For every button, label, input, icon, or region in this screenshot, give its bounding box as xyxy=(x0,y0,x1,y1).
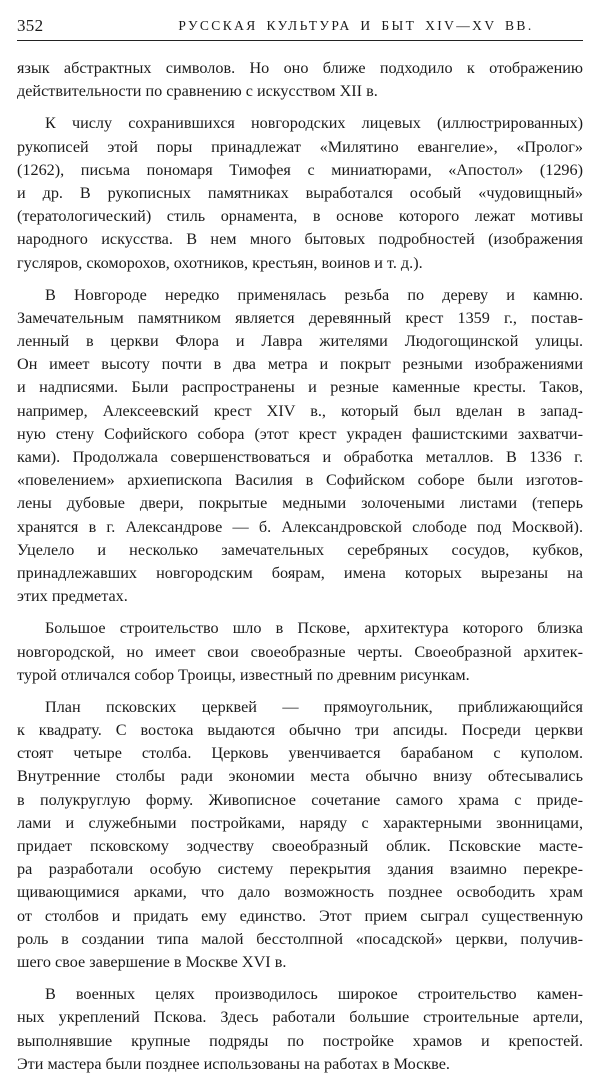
text-line: рукописей этой поры принадлежат «Милятино евангелие», «Пролог» xyxy=(17,137,583,156)
text-line: щивающимися арками, что дало возможность позднее освободить храм xyxy=(17,883,583,902)
text-line: Эти мастера были позднее использованы на работах в Москве. xyxy=(17,1054,450,1073)
paragraph xyxy=(17,57,583,103)
running-title: РУССКАЯ КУЛЬТУРА И БЫТ XIV—XV ВВ. xyxy=(178,18,534,33)
paragraph xyxy=(17,617,583,687)
text-line: и надписями. Были распространены и резные каменные кресты. Таков, xyxy=(17,378,583,397)
text-line: действительности по сравнению с искусством XII в. xyxy=(17,82,378,101)
text-line: ра разработали особую систему перекрытия здания взаимно перекре- xyxy=(17,860,583,879)
text-line: лами и служебными постройками, наряду с характерными звонницами, xyxy=(17,813,583,832)
text-line: новгородской, но имеет свои своеобразные черты. Своеобразной архитек- xyxy=(17,642,583,661)
paragraph xyxy=(17,112,583,274)
text-line: В Новгороде нередко применялась резьба по дереву и камню. xyxy=(45,285,583,304)
text-line: План псковских церквей — прямоугольник, приближающийся xyxy=(45,697,583,716)
page-number: 352 xyxy=(17,16,44,35)
text-line: Внутренние столбы ради экономии места обычно внизу обтесывались xyxy=(17,767,583,786)
text-line: от столбов и придать ему единство. Этот прием сыграл существенную xyxy=(17,906,583,925)
text-line: хранятся в г. Александрове — б. Александровской слободе под Москвой). xyxy=(17,517,583,536)
running-head xyxy=(17,14,583,41)
text-line: принадлежавших новгородским боярам, имена которых вырезаны на xyxy=(17,563,583,582)
text-line: в полукруглую форму. Живописное сочетание самого храма с приде- xyxy=(17,790,583,809)
text-line: ную стену Софийского собора (этот крест украден фашистскими захватчи- xyxy=(17,424,583,443)
paragraph xyxy=(17,696,583,974)
text-line: стоят четыре столба. Церковь увенчивается барабаном с куполом. xyxy=(17,744,583,763)
text-line: лены дубовые двери, покрытые медными золочеными листами (теперь xyxy=(17,494,583,513)
text-line: (тератологический) стиль орнамента, в основе которого лежат мотивы xyxy=(17,207,583,226)
text-line: К числу сохранившихся новгородских лицевых (иллюстрированных) xyxy=(45,114,583,133)
book-page xyxy=(17,14,583,1085)
text-line: например, Алексеевский крест XIV в., который был вделан в запад- xyxy=(17,401,583,420)
text-line: язык абстрактных символов. Но оно ближе подходило к отображению xyxy=(17,59,583,77)
text-line: Большое строительство шло в Пскове, архитектура которого близка xyxy=(45,619,583,638)
text-line: гусляров, скоморохов, охотников, крестьян, воинов и т. д.). xyxy=(17,253,423,272)
paragraph xyxy=(17,284,583,609)
text-line: народного искусства. В нем много бытовых подробностей (изображения xyxy=(17,230,583,249)
text-line: роль в создании типа малой бесстолпной «посадской» церкви, получив- xyxy=(17,929,583,948)
text-line: ных укреплений Пскова. Здесь работали большие строительные артели, xyxy=(17,1008,583,1027)
text-line: выполнявшие крупные подряды по постройке храмов и крепостей. xyxy=(17,1031,583,1050)
paragraph xyxy=(17,983,583,1076)
text-line: Он имеет высоту почти в два метра и покрыт резными изображениями xyxy=(17,355,583,374)
text-line: этих предметах. xyxy=(17,587,128,606)
text-line: «повелением» архиепископа Василия в Софийском соборе были изготов- xyxy=(17,471,583,490)
text-line: к квадрату. С востока выдаются обычно три апсиды. Посреди церкви xyxy=(17,721,583,740)
text-line: Замечательным памятником является деревянный крест 1359 г., постав- xyxy=(17,308,583,327)
text-line: ленный в церкви Флора и Лавра жителями Людогощинской улицы. xyxy=(17,332,583,351)
text-line: Уцелело и несколько замечательных серебряных сосудов, кубков, xyxy=(17,540,583,559)
text-line: шего свое завершение в Москве XVI в. xyxy=(17,952,287,971)
text-line: и др. В рукописных памятниках выработался особый «чудовищный» xyxy=(17,183,583,202)
body-text xyxy=(17,57,583,1076)
text-line: (1262), письма пономаря Тимофея с миниатюрами, «Апостол» (1296) xyxy=(17,160,583,179)
text-line: ками). Продолжала совершенствоваться и обработка металлов. В 1336 г. xyxy=(17,448,583,466)
text-line: турой отличался собор Троицы, известный по древним рисункам. xyxy=(17,665,470,684)
text-line: В военных целях производилось широкое строительство камен- xyxy=(45,985,583,1004)
text-line: придает псковскому зодчеству своеобразный облик. Псковские масте- xyxy=(17,837,583,855)
